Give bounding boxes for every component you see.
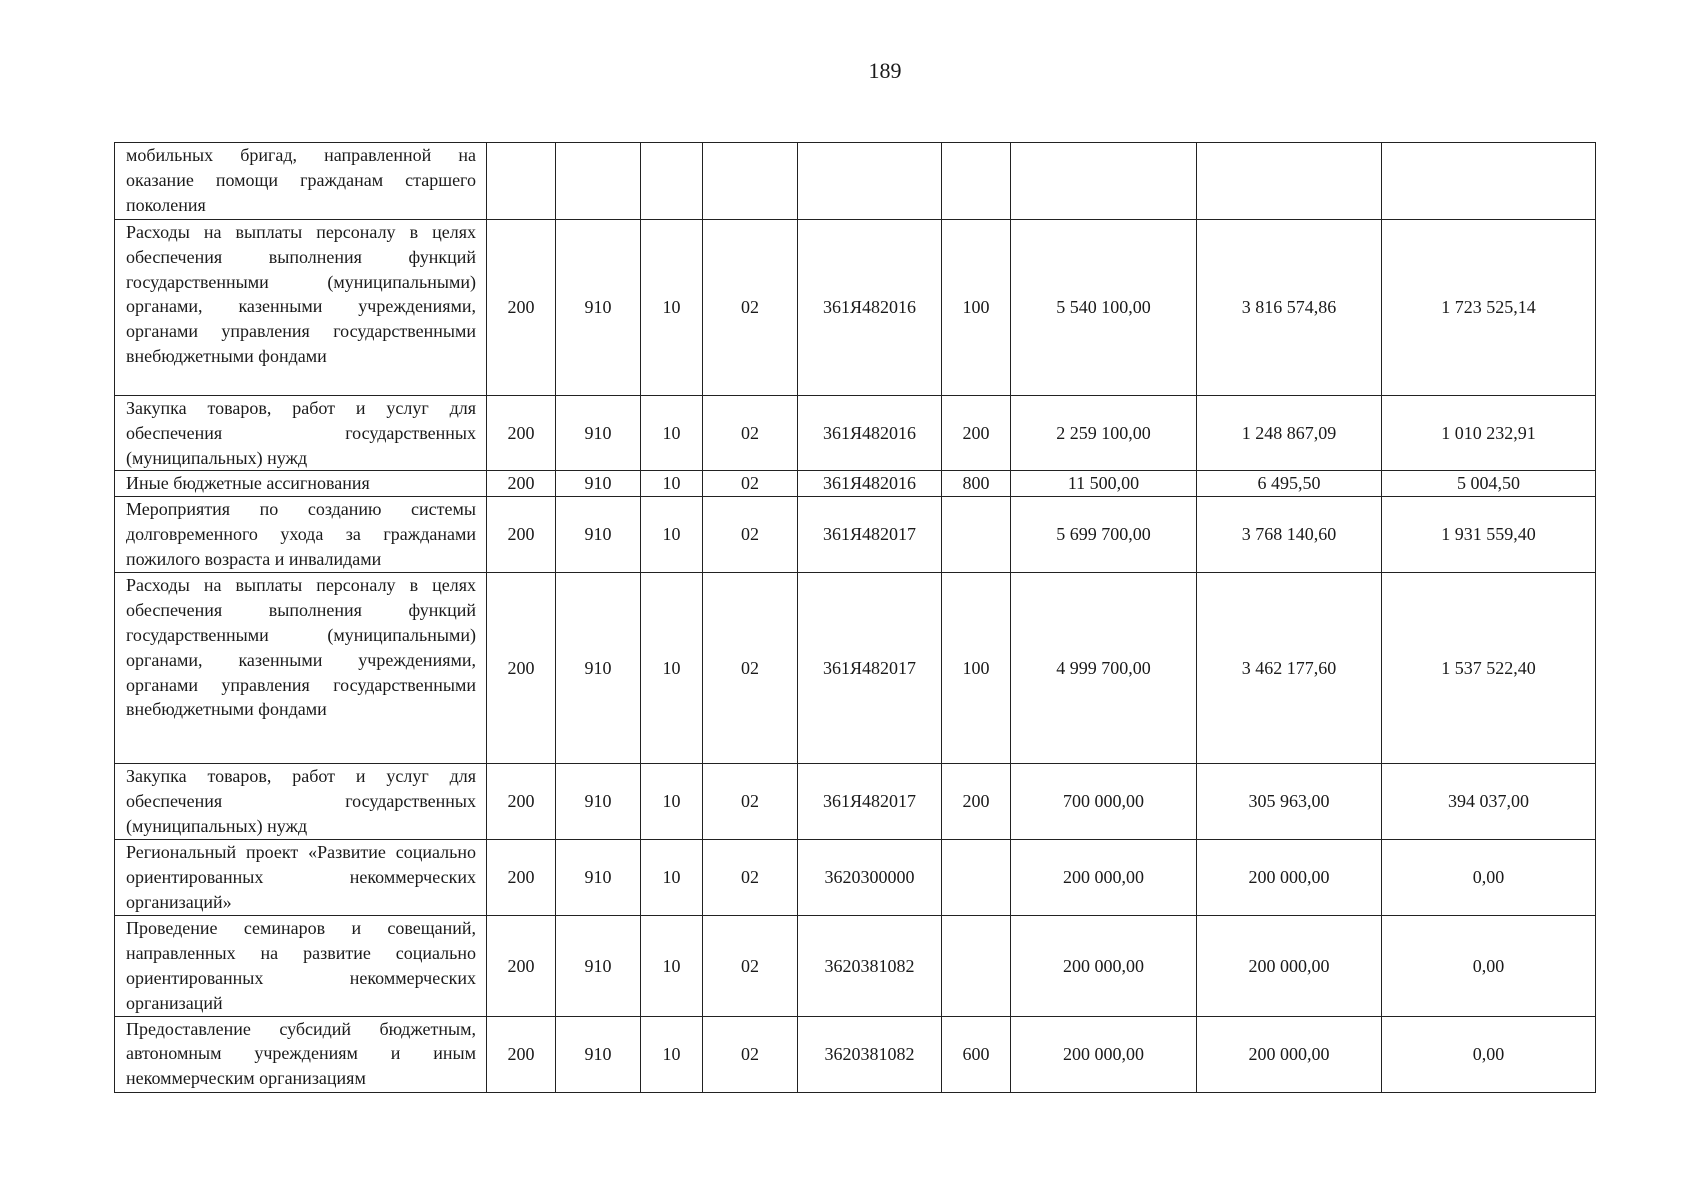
podrazdel-cell: 02: [703, 220, 798, 396]
podrazdel-cell: 02: [703, 497, 798, 573]
plan-cell: 700 000,00: [1011, 764, 1197, 840]
description-cell: мобильных бригад, направленной на оказание помощи гражданам старшего поколения: [115, 143, 487, 220]
csr-cell: 361Я482016: [798, 220, 942, 396]
fact-cell: 3 462 177,60: [1197, 573, 1382, 764]
table-row: [115, 471, 1596, 497]
description-cell: Мероприятия по созданию системы долговременного ухода за гражданами пожилого возраста и инвалидами: [115, 497, 487, 573]
razdel-cell: 10: [641, 764, 703, 840]
budget-table: [114, 142, 1596, 1093]
csr-cell: 361Я482016: [798, 471, 942, 497]
description-cell: Предоставление субсидий бюджетным, автономным учреждениям и иным некоммерческим организациям: [115, 1016, 487, 1092]
code-cell: 910: [556, 220, 641, 396]
plan-cell: 5 540 100,00: [1011, 220, 1197, 396]
podrazdel-cell: 02: [703, 396, 798, 471]
code-cell: 910: [556, 396, 641, 471]
fact-cell: 200 000,00: [1197, 840, 1382, 916]
page-number: 189: [868, 58, 902, 83]
vr-cell: [942, 840, 1011, 916]
remainder-cell: 5 004,50: [1382, 471, 1596, 497]
description-cell: Закупка товаров, работ и услуг для обеспечения государственных (муниципальных) нужд: [115, 396, 487, 471]
ved-cell: 200: [487, 396, 556, 471]
ved-cell: 200: [487, 840, 556, 916]
table-row: [115, 143, 1596, 220]
vr-cell: [942, 916, 1011, 1016]
ved-cell: [487, 143, 556, 220]
vr-cell: 200: [942, 764, 1011, 840]
code-cell: 910: [556, 497, 641, 573]
razdel-cell: [641, 143, 703, 220]
fact-cell: 1 248 867,09: [1197, 396, 1382, 471]
plan-cell: [1011, 143, 1197, 220]
plan-cell: 200 000,00: [1011, 1016, 1197, 1092]
remainder-cell: 1 931 559,40: [1382, 497, 1596, 573]
fact-cell: 200 000,00: [1197, 1016, 1382, 1092]
plan-cell: 4 999 700,00: [1011, 573, 1197, 764]
description-cell: Расходы на выплаты персоналу в целях обеспечения выполнения функций государственными (муниципальными) органами, казенными учреждениями, органами управления государственными внебюджетными фондами: [115, 573, 487, 764]
plan-cell: 200 000,00: [1011, 840, 1197, 916]
fact-cell: 3 816 574,86: [1197, 220, 1382, 396]
code-cell: 910: [556, 1016, 641, 1092]
vr-cell: 100: [942, 573, 1011, 764]
remainder-cell: 1 010 232,91: [1382, 396, 1596, 471]
description-cell: Иные бюджетные ассигнования: [115, 471, 487, 497]
fact-cell: 200 000,00: [1197, 916, 1382, 1016]
ved-cell: 200: [487, 573, 556, 764]
description-cell: Региональный проект «Развитие социально ориентированных некоммерческих организаций»: [115, 840, 487, 916]
code-cell: 910: [556, 916, 641, 1016]
remainder-cell: 394 037,00: [1382, 764, 1596, 840]
code-cell: [556, 143, 641, 220]
vr-cell: [942, 497, 1011, 573]
vr-cell: 600: [942, 1016, 1011, 1092]
remainder-cell: [1382, 143, 1596, 220]
table-row: [115, 396, 1596, 471]
table-row: [115, 220, 1596, 396]
vr-cell: 100: [942, 220, 1011, 396]
ved-cell: 200: [487, 1016, 556, 1092]
code-cell: 910: [556, 764, 641, 840]
ved-cell: 200: [487, 471, 556, 497]
podrazdel-cell: 02: [703, 840, 798, 916]
remainder-cell: 1 537 522,40: [1382, 573, 1596, 764]
table-row: [115, 916, 1596, 1016]
fact-cell: 305 963,00: [1197, 764, 1382, 840]
plan-cell: 5 699 700,00: [1011, 497, 1197, 573]
plan-cell: 2 259 100,00: [1011, 396, 1197, 471]
code-cell: 910: [556, 573, 641, 764]
remainder-cell: 0,00: [1382, 916, 1596, 1016]
razdel-cell: 10: [641, 840, 703, 916]
remainder-cell: 1 723 525,14: [1382, 220, 1596, 396]
vr-cell: 800: [942, 471, 1011, 497]
description-cell: Закупка товаров, работ и услуг для обеспечения государственных (муниципальных) нужд: [115, 764, 487, 840]
vr-cell: [942, 143, 1011, 220]
csr-cell: 3620300000: [798, 840, 942, 916]
fact-cell: [1197, 143, 1382, 220]
remainder-cell: 0,00: [1382, 840, 1596, 916]
fact-cell: 6 495,50: [1197, 471, 1382, 497]
code-cell: 910: [556, 840, 641, 916]
plan-cell: 11 500,00: [1011, 471, 1197, 497]
description-cell: Проведение семинаров и совещаний, направленных на развитие социально ориентированных некоммерческих организаций: [115, 916, 487, 1016]
table-row: [115, 840, 1596, 916]
ved-cell: 200: [487, 916, 556, 1016]
csr-cell: 361Я482017: [798, 573, 942, 764]
razdel-cell: 10: [641, 1016, 703, 1092]
csr-cell: 3620381082: [798, 1016, 942, 1092]
razdel-cell: 10: [641, 220, 703, 396]
razdel-cell: 10: [641, 916, 703, 1016]
csr-cell: 361Я482017: [798, 497, 942, 573]
podrazdel-cell: 02: [703, 764, 798, 840]
razdel-cell: 10: [641, 497, 703, 573]
razdel-cell: 10: [641, 471, 703, 497]
fact-cell: 3 768 140,60: [1197, 497, 1382, 573]
table-row: [115, 1016, 1596, 1092]
podrazdel-cell: 02: [703, 471, 798, 497]
plan-cell: 200 000,00: [1011, 916, 1197, 1016]
csr-cell: 361Я482016: [798, 396, 942, 471]
ved-cell: 200: [487, 220, 556, 396]
table-row: [115, 497, 1596, 573]
ved-cell: 200: [487, 497, 556, 573]
csr-cell: 361Я482017: [798, 764, 942, 840]
code-cell: 910: [556, 471, 641, 497]
razdel-cell: 10: [641, 396, 703, 471]
razdel-cell: 10: [641, 573, 703, 764]
podrazdel-cell: [703, 143, 798, 220]
remainder-cell: 0,00: [1382, 1016, 1596, 1092]
podrazdel-cell: 02: [703, 1016, 798, 1092]
csr-cell: 3620381082: [798, 916, 942, 1016]
vr-cell: 200: [942, 396, 1011, 471]
csr-cell: [798, 143, 942, 220]
description-cell: Расходы на выплаты персоналу в целях обеспечения выполнения функций государственными (муниципальными) органами, казенными учреждениями, органами управления государственными внебюджетными фондами: [115, 220, 487, 396]
podrazdel-cell: 02: [703, 573, 798, 764]
table-row: [115, 573, 1596, 764]
podrazdel-cell: 02: [703, 916, 798, 1016]
table-row: [115, 764, 1596, 840]
ved-cell: 200: [487, 764, 556, 840]
